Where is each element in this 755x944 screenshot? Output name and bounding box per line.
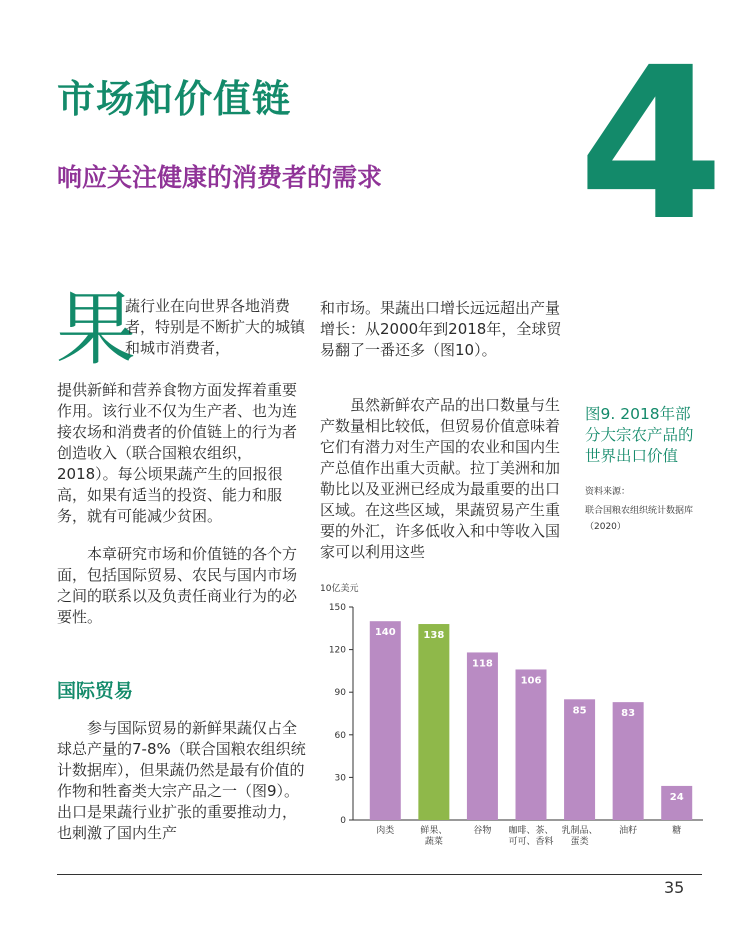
paragraph-intro-start: 蔬行业在向世界各地消费者，特别是不断扩大的城镇和城市消费者， — [125, 297, 306, 357]
paragraph-international-trade: 参与国际贸易的新鲜果蔬仅占全球总产量的7-8%（联合国粮农组织统计数据库），但果蔬仍然是最有价值的作物和牲畜类大宗产品之一（图9）。出口是果蔬行业扩张的重要推动力，也刺激了国内生产 — [57, 719, 306, 842]
x-tick-label: 乳制品、 — [561, 826, 598, 836]
bar-value-label: 140 — [374, 627, 396, 639]
figure-source-text: 联合国粮农组织统计数据库（2020） — [585, 506, 694, 532]
bar-value-label: 24 — [669, 791, 684, 803]
paragraph-col2-continued: 和市场。果蔬出口增长远远超出产量增长：从2000年到2018年，全球贸易翻了一番还多（图10）。 — [320, 299, 562, 359]
bar — [370, 621, 401, 820]
section-heading: 国际贸易 — [57, 680, 134, 702]
bar-value-label: 83 — [621, 708, 636, 720]
bar-value-label: 85 — [572, 705, 587, 717]
x-tick-label: 糖 — [672, 826, 682, 836]
y-tick-label: 90 — [334, 688, 346, 699]
x-tick-label: 蔬菜 — [424, 837, 443, 847]
x-tick-label: 鲜果、 — [420, 826, 448, 836]
bar-value-label: 118 — [471, 658, 493, 670]
bar — [564, 699, 595, 820]
figure-title: 图9. 2018年部分大宗农产品的世界出口价值 — [585, 405, 694, 465]
y-tick-label: 60 — [334, 730, 346, 741]
chapter-number: 4 — [578, 22, 725, 267]
x-tick-label: 可可、香料 — [508, 837, 554, 847]
x-tick-label: 油籽 — [619, 826, 638, 836]
paragraph-col2-trade-value: 虽然新鲜农产品的出口数量与生产数量相比较低，但贸易价值意味着它们有潜力对生产国的农业和国内生产总值作出重大贡献。拉丁美洲和加勒比以及亚洲已经成为最重要的出口区域。在这些区域，果蔬贸易产生重要的外汇，许多低收入和中等收入国家可以利用这些 — [320, 396, 561, 561]
paragraph-chapter-overview: 本章研究市场和价值链的各个方面，包括国际贸易、农民与国内市场之间的联系以及负责任商业行为的必要性。 — [57, 545, 298, 626]
bar — [613, 702, 644, 820]
paragraph-intro-rest: 提供新鲜和营养食物方面发挥着重要作用。该行业不仅为生产者、也为连接农场和消费者的价值链上的行为者创造收入（联合国粮农组织，2018）。每公顷果蔬产生的回报很高，如果有适当的投资、能力和服务，就有可能减少贫困。 — [57, 381, 298, 525]
figure-source — [585, 481, 710, 535]
bar — [467, 652, 498, 820]
x-tick-label: 谷物 — [473, 826, 492, 836]
x-tick-label: 蛋类 — [570, 837, 589, 847]
x-tick-label: 肉类 — [376, 826, 395, 836]
page-title: 市场和价值链 — [57, 77, 292, 121]
x-tick-label: 咖啡、茶、 — [508, 826, 554, 836]
bar-value-label: 106 — [520, 675, 542, 687]
bar — [516, 669, 547, 820]
bar-value-label: 138 — [423, 630, 445, 642]
drop-cap: 果 — [56, 283, 136, 376]
y-tick-label: 150 — [328, 603, 346, 613]
y-axis-label: 10亿美元 — [320, 584, 359, 594]
y-tick-label: 30 — [334, 773, 346, 784]
page-number: 35 — [664, 878, 685, 897]
export-value-bar-chart — [318, 583, 718, 858]
page-subtitle: 响应关注健康的消费者的需求 — [57, 163, 383, 192]
footer-rule — [57, 874, 702, 875]
figure-source-label: 资料来源： — [585, 487, 631, 497]
y-tick-label: 120 — [328, 645, 346, 656]
y-tick-label: 0 — [340, 816, 346, 826]
bar — [418, 624, 449, 820]
